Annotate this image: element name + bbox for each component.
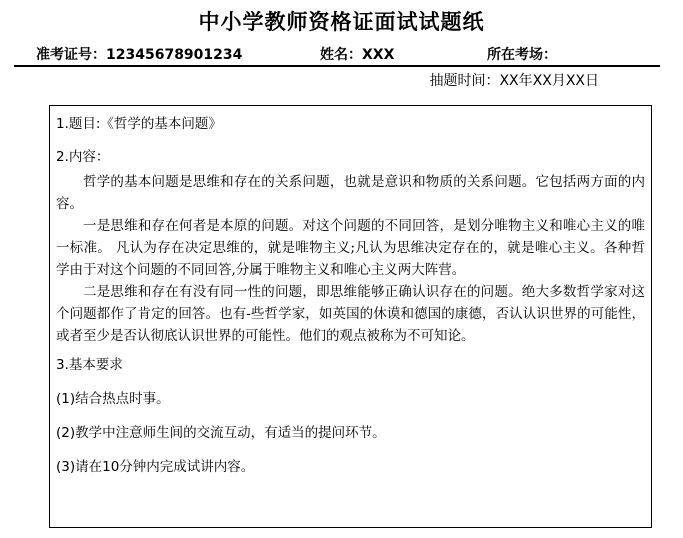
content-heading: 2.内容： [56,149,110,165]
requirements-heading: 3.基本要求 [56,357,123,373]
content-paragraph: 哲学的基本问题是思维和存在的关系问题，也就是意识和物质的关系问题。它包括两方面的内容。 [56,174,645,212]
requirement-item: (2)教学中注意师生间的交流互动，有适当的提问环节。 [56,425,386,441]
document-title: 中小学教师资格证面试试题纸 [198,10,485,34]
candidate-name-label: 姓名：XXX [320,47,395,63]
exam-location-label: 所在考场： [487,47,557,63]
topic-line: 1.题目:《哲学的基本问题》 [56,116,222,132]
exam-id-label: 准考证号：12345678901234 [36,47,243,63]
content-paragraph: 一是思维和存在何者是本原的问题。对这个问题的不同回答，是划分唯物主义和唯心主义的唯一标准。 凡认为存在决定思维的，就是唯物主义;凡认为思维决定存在的，就是唯心主义。各种哲学由于对这个问题的不同回答,分属于唯物主义和唯心主义两大阵营。 [56,218,645,278]
header-divider [14,65,660,67]
draw-time-label: 抽题时间：XX年XX月XX日 [429,73,599,89]
content-paragraph: 二是思维和存在有没有同一性的问题，即思维能够正确认识存在的问题。绝大多数哲学家对这个问题都作了肯定的回答。也有-些哲学家，如英国的休谟和德国的康德，否认认识世界的可能性，或者至少是否认彻底认识世界的可能性。他们的观点被称为不可知论。 [56,284,645,344]
question-box [49,105,652,528]
requirement-item: (1)结合热点时事。 [56,391,170,407]
requirement-item: (3)请在10分钟内完成试讲内容。 [56,459,255,475]
